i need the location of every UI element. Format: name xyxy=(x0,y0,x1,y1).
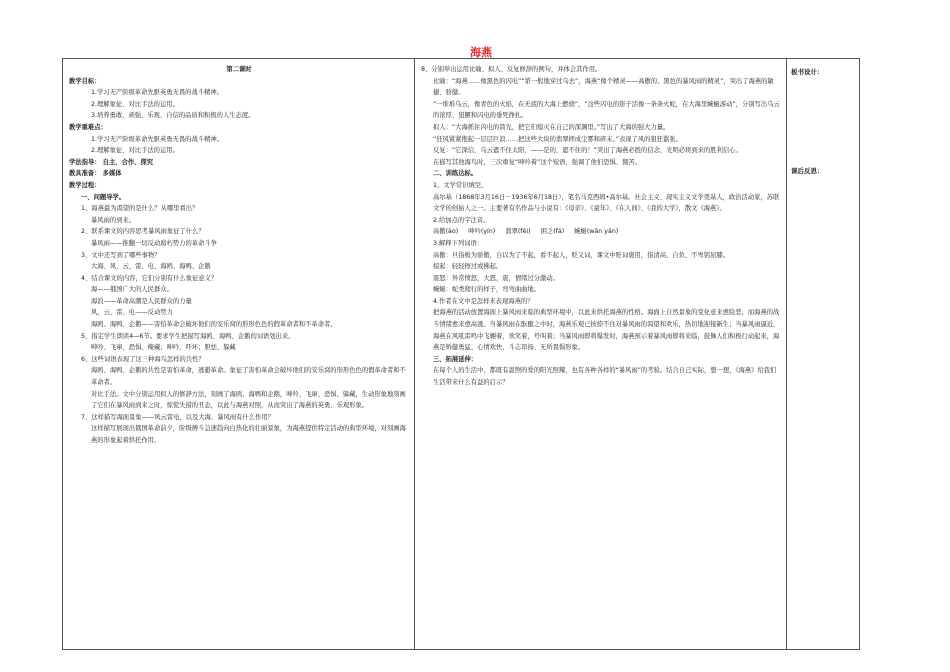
answer: 拟人：“大海抓住闪电的箭光，把它们熄灭在自己的深渊里。”写出了大海的强大力量。 xyxy=(433,123,670,131)
answer: 这样描写展现出俄国革命前夕，阶级搏斗急速趋向白热化的壮丽景象，为海燕提供特定活动的典型环境，对刻画海燕的形象起着烘托作用。 xyxy=(91,425,406,444)
question: 1、文学常识填空。 xyxy=(433,181,488,189)
pinyin-item: 翡翠(fěi) xyxy=(505,228,531,236)
pinyin-item: 高傲(ào) xyxy=(433,228,459,236)
question: 2、联系课文的内容思考暴风雨象征了什么？ xyxy=(81,228,205,236)
pinyin-item: 困乏(fá) xyxy=(540,228,565,236)
key-item: 1.学习无产阶级革命先驱英勇无畏的战斗精神。 xyxy=(91,135,223,143)
answer: 风、云、雷、电——反动势力 xyxy=(91,309,173,317)
question: 1、海燕最为渴望的是什么？从哪里看出？ xyxy=(81,205,199,213)
key-heading: 教学重难点： xyxy=(69,123,107,131)
question: 2.给加点的字注音。 xyxy=(433,216,490,224)
answer: 海——俄国广大的人民群众。 xyxy=(91,286,173,294)
answer: 掠起：轻轻擦过或拂起。 xyxy=(433,263,503,271)
question: 3.解释下列词语： xyxy=(433,239,484,247)
answer: 海鸥、海鸭、企鹅——害怕革命会破坏他们的安乐窝的形形色色的假革命者和不革命者。 xyxy=(91,321,337,329)
answer: 震怒：异常愤怒，大怒，震，情绪过分激动。 xyxy=(433,274,559,282)
answer: 高傲：旦指极为骄傲，自以为了不起，看不起人，贬义词，课文中贬词褒用，指清高、自负、不卑躬屈膝。 xyxy=(433,251,729,259)
answer: 暴风雨——推翻一切反动腐朽势力的革命斗争 xyxy=(91,239,217,247)
question: 4.作者在文中是怎样来表现海燕的？ xyxy=(433,297,534,305)
answer: 海浪——革命高潮是人民群众的力量 xyxy=(91,297,192,305)
question: 7、这样描写海面景象——风云雷电，以及大海、暴风雨有什么作用？ xyxy=(81,413,274,421)
question: 3、文中还写到了哪些事物？ xyxy=(81,251,161,259)
goal-heading: 教学目标： xyxy=(69,77,101,85)
answer: 呻吟、飞窜、恐惧、掩藏；呻吟、吓坏；胆怯、躲藏 xyxy=(91,344,236,352)
answer: 大海、风、云、雷、电、海鸥、海鸭、企鹅 xyxy=(91,263,211,271)
answer: 高尔基（1868年3月16日－1936年6月18日），笔名马克西姆•高尔基。社会主义、现实主义文学奠基人，政治活动家，苏联文学的创始人之一。主要著有名作品与小说有：《母亲》、《童年》、《在人间》、《我的大学》，散文《海燕》。 xyxy=(433,193,780,213)
key-item: 2.理解象征、对比手法的运用。 xyxy=(91,147,179,155)
board-design-label: 板书设计： xyxy=(791,68,824,76)
right-column xyxy=(786,58,860,650)
question: 6、这些词语表现了这三种海鸟怎样的共性？ xyxy=(81,355,205,363)
lesson-heading: 第二课时 xyxy=(226,66,252,73)
reflection-label: 课后反思： xyxy=(791,167,824,175)
answer: “一堆堆乌云，像青色的火焰，在无底的大海上燃烧”，“这些闪电的影子活像一条条火蛇，在大海里蜿蜒游动”，分别写出乌云的浓厚、狙獗和闪电的垂死挣扎。 xyxy=(433,100,780,120)
question: 8、分别举出运用比喻、拟人、反复修辞的例句，并体会其作用。 xyxy=(421,66,602,73)
answer: 在描写其他海鸟时，三次重复“呻吟着”这个短语，强调了他们恐惧、猥苦。 xyxy=(433,158,642,166)
method-line: 学法指导： 自主、合作、探究 xyxy=(69,158,154,166)
process-heading: 教学过程： xyxy=(69,181,101,189)
pinyin-item: 蜿蜒(wān yán) xyxy=(574,228,619,236)
answer: 把海燕的活动放置海面上暴风雨来临的典型环境中，以此来烘托海燕的性格。海面上自然景象的变化意来愈险恶，而海燕的战斗情绪愈来愈高涨。当暴风雨在酝酿之中时，海燕乐观已按捺不住对暴风雨的渴望和欢乐，热切地迎接新生；当暴风雨逼近，海燕在风吼雷鸣中飞翱着，欢笑着，号叫着；当暴风雨即将爆发时，海燕预示着暴风雨即将来临，鼓舞人们积极行动起来，海燕是矫健勇猛、心情欢快、斗志昂扬、无所畏惧形象。 xyxy=(433,309,780,352)
section-heading: 二、训练达标。 xyxy=(433,170,478,178)
answer: 暴风雨的到来。 xyxy=(91,216,136,224)
question: 4、结合课文的内容，它们分别有什么象征意义？ xyxy=(81,274,218,282)
goal-item: 3.培养勇敢、顽强、乐观、自信的品质和积极的人生态度。 xyxy=(91,112,255,120)
pinyin-item: 呻吟(yín) xyxy=(468,228,496,236)
answer: 对比手法。文中分别运用拟人的修辞方法，刻画了海鸥、海鸭和企鹅，呻吟、飞窜、恐惧、躲藏，生动形象地刻画了它们在暴风雨到来之时，惊慌失措的丑态，以此与海燕对照，从而突出了海燕的英勇、乐观形象。 xyxy=(91,390,406,410)
question: 5、指定学生朗读4—6节。要求学生把描写海鸥、海鸭、企鹅的词语划出来。 xyxy=(81,332,295,340)
section-heading: 一、问题导学。 xyxy=(81,193,126,201)
goal-item: 1.学习无产阶级革命先驱英勇无畏的战斗精神。 xyxy=(91,89,223,97)
pinyin-list xyxy=(421,226,781,238)
prep-line: 教具准备： 多媒体 xyxy=(69,170,122,178)
section-heading: 三、拓展延伸： xyxy=(433,355,478,363)
answer: “狂风紧紧抱起一层层巨浪……把这些大块的翡翠摔成尘雾和碎末。”表现了风的狙狂嚣张。 xyxy=(433,135,682,143)
left-column xyxy=(62,58,415,650)
answer: 反复：“它深信，乌云遮不住太阳，——是的，遮不住的！”突出了海燕必胜的信念，光明必将到来的胜利信心。 xyxy=(433,147,742,155)
answer: 蜿蜒：蛇类爬行的样子，弯弯曲曲地。 xyxy=(433,286,541,294)
answer: 海鸥、海鸭、企鹅的共性是害怕革命，逃避革命。象征了害怕革命会破坏他们的安乐窝的形形色色的假革命者和不革命者。 xyxy=(91,367,406,387)
middle-column xyxy=(414,58,787,650)
answer: 在每个人的生活中，都既有温煦的爱的阳光照耀，也有各种各样的“暴风雨”的考验。结合自己实际，想一想，《海燕》给我们生活带来什么有益的启示？ xyxy=(433,367,777,387)
answer: 比喻：“海燕……像黑色的闪电”“第一般地穿过乌去”，海燕“像个精灵——高傲的、黑色的暴风雨的精灵”，突出了海燕的敏捷、骄健。 xyxy=(433,77,774,97)
document-title: 海燕 xyxy=(470,46,492,59)
goal-item: 2.理解象征、对比手法的运用。 xyxy=(91,100,179,108)
